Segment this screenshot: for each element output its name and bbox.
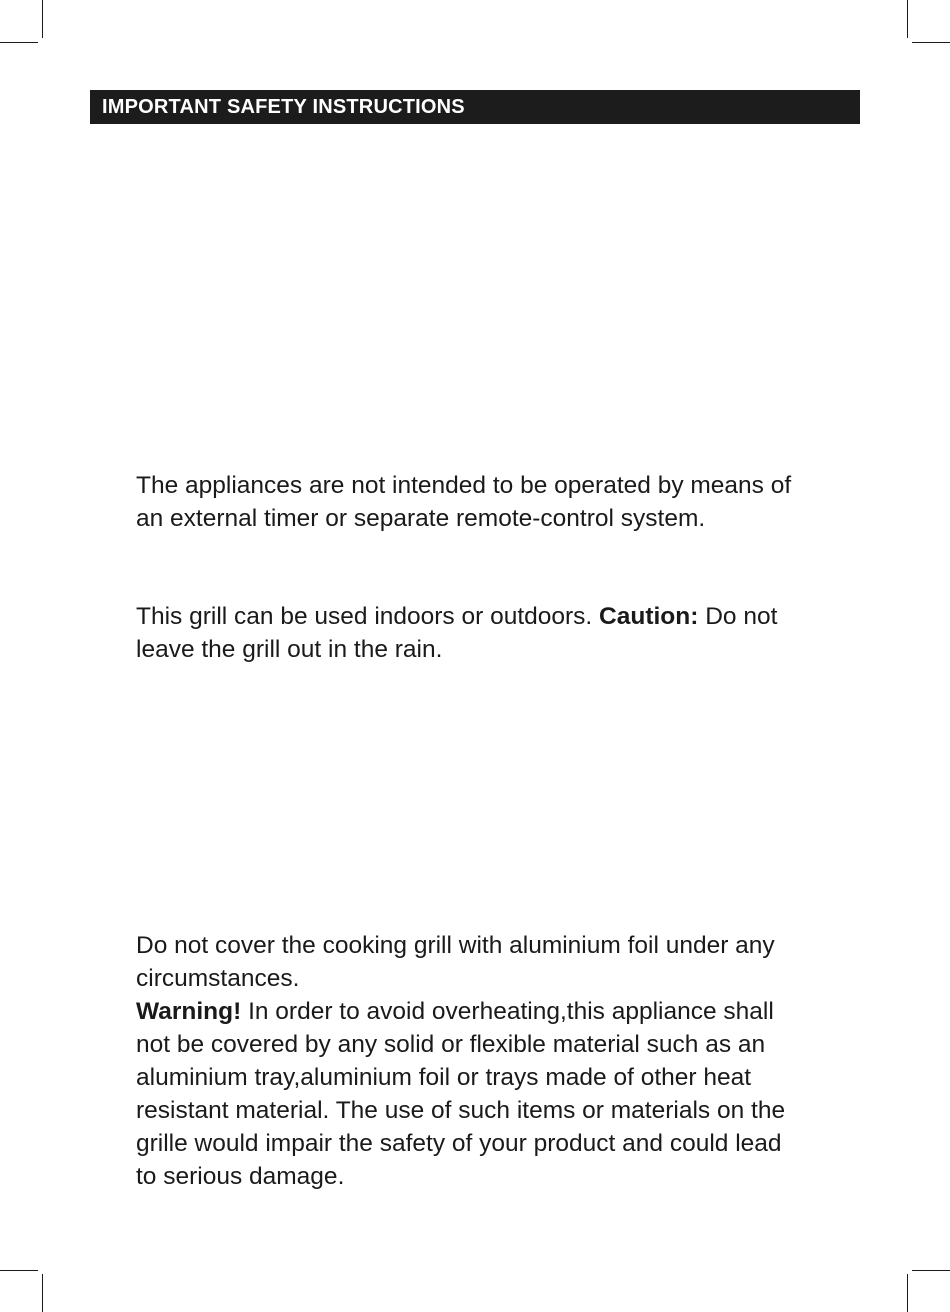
warning-label: Warning!	[136, 998, 242, 1025]
crop-mark-bottom-left-h	[0, 1270, 38, 1271]
foil-line-1: Do not cover the cooking grill with aluminium foil under any	[136, 932, 775, 959]
foil-line-2: circumstances.	[136, 965, 300, 992]
caution-label: Caution:	[599, 603, 699, 630]
crop-mark-bottom-left-v	[42, 1274, 43, 1312]
indoor-outdoor-paragraph	[136, 600, 856, 666]
timer-line-1: The appliances are not intended to be operated by means of	[136, 472, 792, 499]
warning-line-4: resistant material. The use of such items or materials on the	[136, 1097, 786, 1124]
section-title: IMPORTANT SAFETY INSTRUCTIONS	[102, 96, 465, 118]
caution-text-2: leave the grill out in the rain.	[136, 636, 443, 663]
caution-text-1: Do not	[705, 603, 778, 630]
timer-paragraph	[136, 469, 856, 535]
crop-mark-top-right-h	[912, 42, 950, 43]
warning-line-6: to serious damage.	[136, 1163, 345, 1190]
warning-line-1: In order to avoid overheating,this appliance shall	[248, 998, 774, 1025]
warning-line-2: not be covered by any solid or flexible material such as an	[136, 1031, 766, 1058]
warning-line-5: grille would impair the safety of your product and could lead	[136, 1130, 782, 1157]
section-header-bar	[90, 90, 860, 124]
foil-warning-paragraph	[136, 929, 856, 1193]
indoor-text: This grill can be used indoors or outdoors.	[136, 603, 593, 630]
crop-mark-bottom-right-h	[912, 1270, 950, 1271]
crop-mark-top-left-v	[42, 0, 43, 38]
warning-line-3: aluminium tray,aluminium foil or trays made of other heat	[136, 1064, 752, 1091]
timer-line-2: an external timer or separate remote-control system.	[136, 505, 706, 532]
crop-mark-top-left-h	[0, 42, 38, 43]
crop-mark-top-right-v	[907, 0, 908, 38]
crop-mark-bottom-right-v	[907, 1274, 908, 1312]
